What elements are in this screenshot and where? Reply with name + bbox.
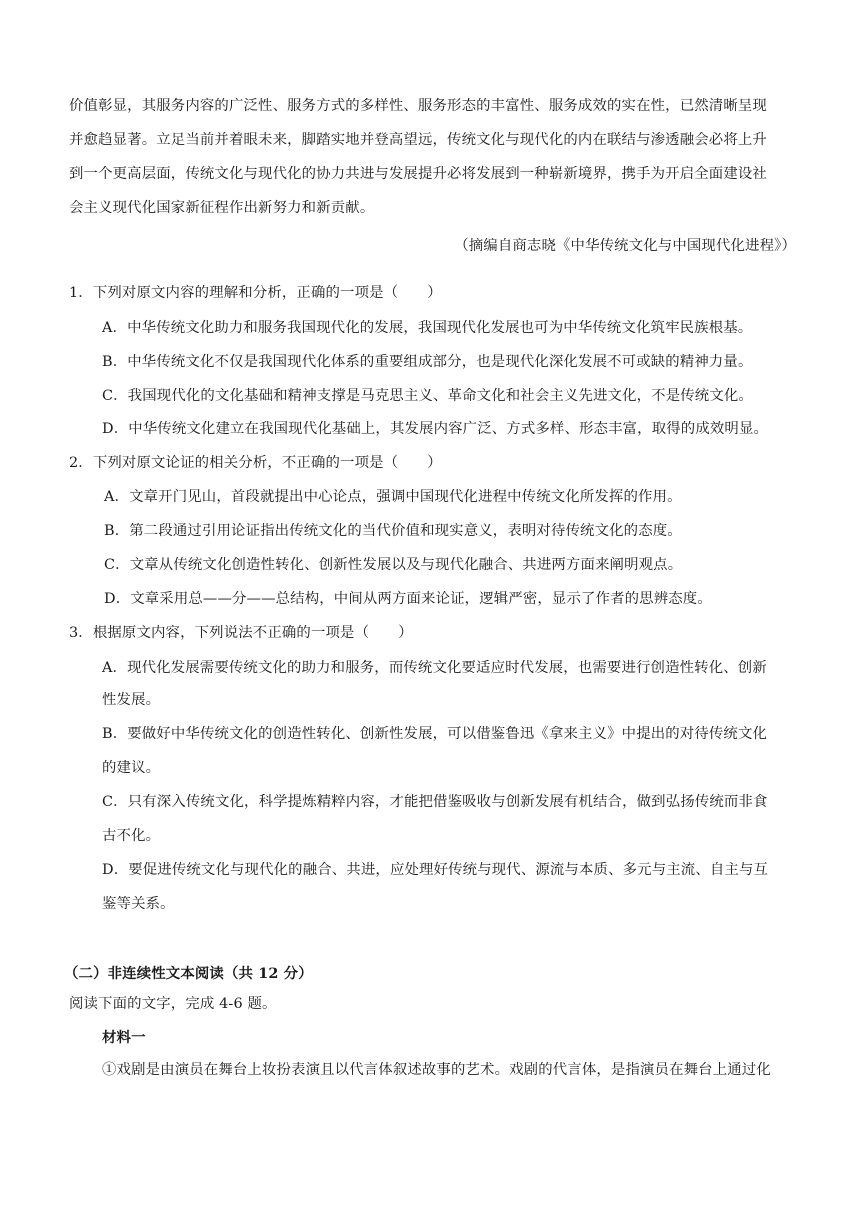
- question-option: D．中华传统文化建立在我国现代化基础上，其发展内容广泛、方式多样、形态丰富，取得的成效明显。: [102, 421, 769, 437]
- passage-source: （摘编自商志晓《中华传统文化与中国现代化进程》）: [454, 238, 796, 254]
- passage-line: 并愈趋显著。立足当前并着眼未来，脚踏实地并登高望远，传统文化与现代化的内在联结与渗透融会必将上升: [69, 132, 767, 148]
- question-stem: 3．根据原文内容，下列说法不正确的一项是（ ）: [69, 625, 413, 641]
- question-stem: 1．下列对原文内容的理解和分析，正确的一项是（ ）: [69, 285, 442, 301]
- question-stem: 2．下列对原文论证的相关分析，不正确的一项是（ ）: [69, 455, 442, 471]
- section-heading: （二）非连续性文本阅读（共 12 分）: [64, 965, 313, 982]
- passage-line: 会主义现代化国家新征程作出新努力和新贡献。: [69, 200, 375, 216]
- question-option: B．中华传统文化不仅是我国现代化体系的重要组成部分，也是现代化深化发展不可或缺的精神力量。: [102, 354, 753, 370]
- question-option: C．只有深入传统文化，科学提炼精粹内容，才能把借鉴吸收与创新发展有机结合，做到弘扬传统而非食: [102, 794, 768, 810]
- question-option: B．要做好中华传统文化的创造性转化、创新性发展，可以借鉴鲁迅《拿来主义》中提出的对待传统文化: [102, 726, 768, 742]
- question-option: C．我国现代化的文化基础和精神支撑是马克思主义、革命文化和社会主义先进文化，不是传统文化。: [102, 388, 753, 404]
- question-option-continuation: 的建议。: [102, 760, 161, 776]
- material-title: 材料一: [102, 1029, 146, 1046]
- question-option: B．第二段通过引用论证指出传统文化的当代价值和现实意义，表明对待传统文化的态度。: [104, 523, 682, 539]
- question-option-continuation: 性发展。: [102, 692, 161, 708]
- question-option-continuation: 鉴等关系。: [102, 896, 175, 912]
- question-option: D．文章采用总——分——总结构，中间从两方面来论证，逻辑严密，显示了作者的思辨态度。: [104, 591, 712, 607]
- question-option: A．中华传统文化助力和服务我国现代化的发展，我国现代化发展也可为中华传统文化筑牢民族根基。: [102, 320, 753, 336]
- question-option: C．文章从传统文化创造性转化、创新性发展以及与现代化融合、共进两方面来阐明观点。: [104, 557, 683, 573]
- question-option: A．文章开门见山，首段就提出中心论点，强调中国现代化进程中传统文化所发挥的作用。: [104, 489, 682, 505]
- question-option-continuation: 古不化。: [102, 828, 161, 844]
- passage-line: 价值彰显，其服务内容的广泛性、服务方式的多样性、服务形态的丰富性、服务成效的实在性，已然清晰呈现: [69, 98, 767, 114]
- material-paragraph: ①戏剧是由演员在舞台上妆扮表演且以代言体叙述故事的艺术。戏剧的代言体，是指演员在舞台上通过化: [102, 1062, 771, 1078]
- section-instruction: 阅读下面的文字，完成 4-6 题。: [69, 996, 277, 1012]
- passage-line: 到一个更高层面，传统文化与现代化的协力共进与发展提升必将发展到一种崭新境界，携手为开启全面建设社: [69, 166, 767, 182]
- question-option: A．现代化发展需要传统文化的助力和服务，而传统文化要适应时代发展，也需要进行创造性转化、创新: [102, 660, 767, 676]
- question-option: D．要促进传统文化与现代化的融合、共进，应处理好传统与现代、源流与本质、多元与主流、自主与互: [102, 862, 769, 878]
